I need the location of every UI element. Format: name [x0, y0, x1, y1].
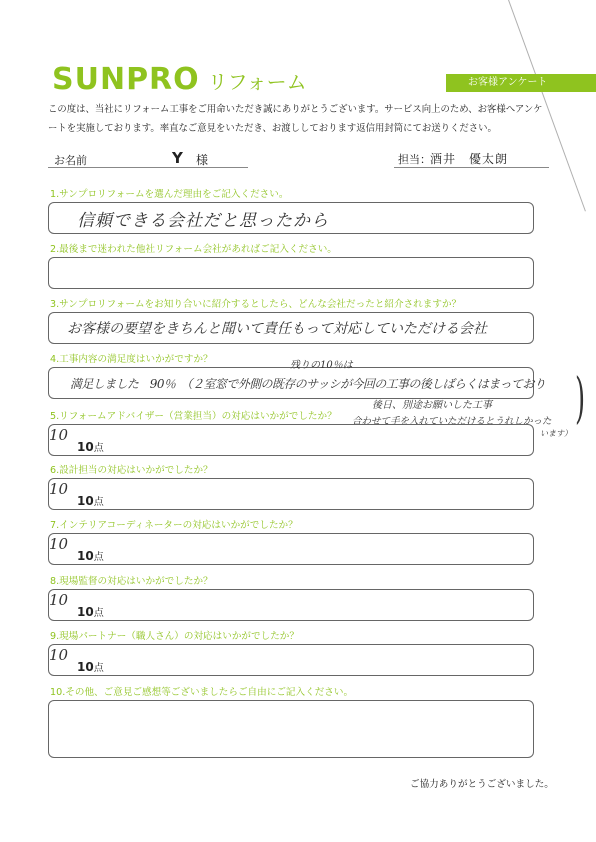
question-4-answer-line4: います） — [540, 429, 572, 438]
survey-tab: お客様アンケート — [446, 74, 596, 92]
question-8-hand-score: 10 — [49, 591, 69, 609]
question-6-answer-box — [48, 478, 534, 510]
logo-brand: SUNPRO — [52, 62, 200, 97]
question-7-hand-score: 10 — [49, 535, 69, 553]
question-8-label: 8.現場監督の対応はいかがでしたか？ — [50, 576, 213, 587]
question-5-score-value: 10 — [77, 440, 94, 454]
question-8-score-unit: 点 — [93, 608, 104, 619]
question-8-score — [77, 604, 104, 619]
question-5-label: 5.リフォームアドバイザー（営業担当）の対応はいかがでしたか？ — [50, 411, 337, 422]
customer-name-field — [48, 150, 248, 168]
question-8-answer-box — [48, 589, 534, 621]
logo-sub: リフォーム — [207, 70, 307, 94]
representative-value: 酒井 優太朗 — [430, 152, 509, 166]
closing-message: ご協力ありがとうございました。 — [410, 779, 554, 790]
question-9-hand-score: 10 — [49, 646, 69, 664]
question-5-answer-box — [48, 424, 534, 456]
question-5-score-unit: 点 — [93, 443, 104, 454]
question-4-label: 4.工事内容の満足度はいかがですか？ — [50, 354, 213, 365]
question-10-label: 10.その他、ご意見ご感想等ございましたらご自由にご記入ください。 — [50, 687, 354, 698]
question-9-score-value: 10 — [77, 660, 94, 674]
question-4-answer-line3: 合わせて手を入れていただけるとうれしかった — [352, 416, 552, 427]
question-6-score-value: 10 — [77, 494, 94, 508]
question-3-label: 3.サンプロリフォームをお知り合いに紹介するとしたら、どんな会社だったと紹介されますか？ — [50, 299, 462, 310]
closing-parenthesis: ) — [575, 368, 586, 431]
question-10-answer-box — [48, 700, 534, 758]
question-9-score-unit: 点 — [93, 663, 104, 674]
customer-name-value: Y — [172, 149, 183, 167]
question-9-score — [77, 659, 104, 674]
question-1-answer-box — [48, 202, 534, 234]
question-7-score-unit: 点 — [93, 552, 104, 563]
question-5-score — [77, 439, 104, 454]
question-1-label: 1.サンプロリフォームを選んだ理由をご記入ください。 — [50, 189, 289, 200]
question-5-hand-score: 10 — [49, 426, 69, 444]
question-1-answer: 信頼できる会社だと思ったから — [77, 211, 329, 231]
question-3-answer: お客様の要望をきちんと聞いて責任もって対応していただける会社 — [67, 321, 487, 337]
question-3-answer-box — [48, 312, 534, 344]
question-4-answer-note: 残りの10％は — [290, 360, 353, 371]
question-4-answer-line2: 後日、別途お願いした工事 — [372, 400, 492, 411]
representative-field — [394, 150, 549, 168]
question-6-hand-score: 10 — [49, 480, 69, 498]
sunpro-logo — [52, 62, 307, 97]
question-6-score-unit: 点 — [93, 497, 104, 508]
representative-label: 担当： — [398, 153, 431, 166]
question-6-label: 6.設計担当の対応はいかがでしたか？ — [50, 465, 213, 476]
question-2-label: 2.最後まで迷われた他社リフォーム会社があればご記入ください。 — [50, 244, 337, 255]
question-7-score — [77, 548, 104, 563]
question-6-score — [77, 493, 104, 508]
customer-name-label: お名前 — [54, 154, 87, 167]
question-7-label: 7.インテリアコーディネーターの対応はいかがでしたか？ — [50, 520, 298, 531]
question-4-answer: 満足しました 90％ （２室窓で外側の既存のサッシが今回の工事の後しばらくはまっており — [70, 377, 546, 391]
question-9-label: 9.現場パートナー（職人さん）の対応はいかがでしたか？ — [50, 631, 299, 642]
question-7-score-value: 10 — [77, 549, 94, 563]
question-7-answer-box — [48, 533, 534, 565]
question-9-answer-box — [48, 644, 534, 676]
question-2-answer-box — [48, 257, 534, 289]
customer-name-suffix: 様 — [196, 153, 209, 167]
intro-text: この度は、当社にリフォーム工事をご用命いただき誠にありがとうございます。サービス向上のため、お客様へアンケートを実施しております。率直なご意見をいただき、お渡ししております返信用封筒にてお送りください。 — [48, 104, 543, 134]
question-8-score-value: 10 — [77, 605, 94, 619]
